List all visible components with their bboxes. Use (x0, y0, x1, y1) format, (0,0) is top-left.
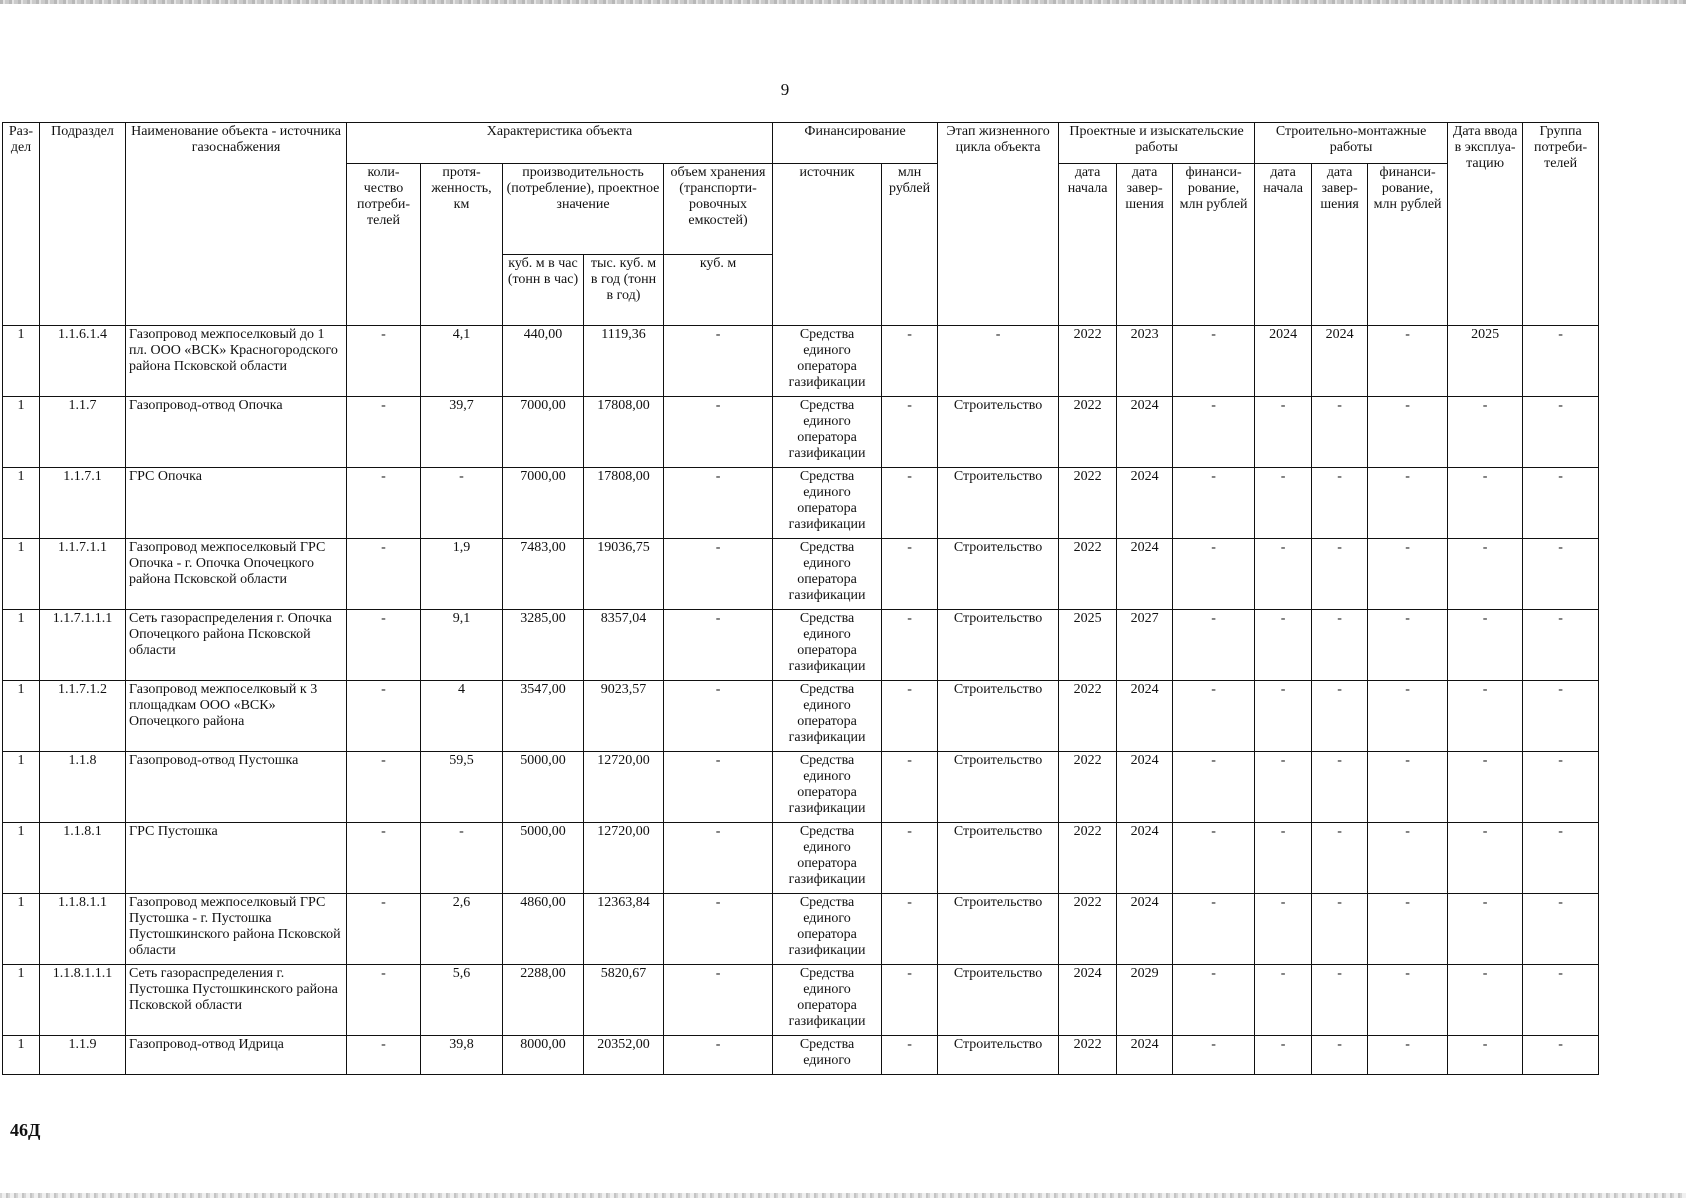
cell-design-end: 2027 (1117, 610, 1173, 681)
cell-commission: - (1448, 823, 1523, 894)
cell-storage: - (664, 965, 773, 1036)
cell-podrazdel: 1.1.6.1.4 (40, 326, 126, 397)
cell-year: 1119,36 (584, 326, 664, 397)
cell-constr-end: - (1312, 397, 1368, 468)
cell-mln: - (882, 752, 938, 823)
cell-mln: - (882, 894, 938, 965)
cell-name: Сеть газораспределения г. Опочка Опочецкого района Псковской области (126, 610, 347, 681)
table-row (3, 610, 1599, 681)
cell-razdel: 1 (3, 894, 40, 965)
cell-constr-fin: - (1368, 681, 1448, 752)
cell-year: 12363,84 (584, 894, 664, 965)
cell-design-start: 2022 (1059, 752, 1117, 823)
cell-length: 9,1 (421, 610, 503, 681)
cell-design-fin: - (1173, 965, 1255, 1036)
header-unit-storage: куб. м (664, 255, 773, 326)
cell-storage: - (664, 539, 773, 610)
table-row (3, 965, 1599, 1036)
header-razdel: Раз-дел (3, 123, 40, 326)
cell-stage: Строительство (938, 397, 1059, 468)
cell-storage: - (664, 894, 773, 965)
cell-design-fin: - (1173, 894, 1255, 965)
cell-design-start: 2022 (1059, 468, 1117, 539)
cell-constr-fin: - (1368, 468, 1448, 539)
cell-commission: - (1448, 965, 1523, 1036)
cell-group: - (1523, 823, 1599, 894)
document-code: 46Д (10, 1120, 41, 1140)
cell-podrazdel: 1.1.7.1.1 (40, 539, 126, 610)
cell-constr-fin: - (1368, 610, 1448, 681)
cell-design-fin: - (1173, 468, 1255, 539)
cell-commission: - (1448, 539, 1523, 610)
cell-mln: - (882, 468, 938, 539)
cell-design-end: 2024 (1117, 1036, 1173, 1075)
cell-design-start: 2022 (1059, 539, 1117, 610)
cell-hour: 5000,00 (503, 823, 584, 894)
cell-storage: - (664, 610, 773, 681)
cell-constr-start: - (1255, 823, 1312, 894)
cell-constr-start: 2024 (1255, 326, 1312, 397)
cell-count: - (347, 965, 421, 1036)
cell-source: Средства единого оператора газификации (773, 468, 882, 539)
cell-constr-end: 2024 (1312, 326, 1368, 397)
cell-constr-start: - (1255, 965, 1312, 1036)
header-design-date-end: дата завер-шения (1117, 164, 1173, 326)
cell-name: Газопровод межпоселковый ГРС Пустошка - г. Пустошка Пустошкинского района Псковской области (126, 894, 347, 965)
cell-mln: - (882, 1036, 938, 1075)
header-construction-date-start: дата начала (1255, 164, 1312, 326)
cell-design-end: 2023 (1117, 326, 1173, 397)
cell-count: - (347, 468, 421, 539)
cell-commission: - (1448, 894, 1523, 965)
cell-group: - (1523, 681, 1599, 752)
gas-objects-table (2, 122, 1599, 1075)
cell-design-fin: - (1173, 823, 1255, 894)
table-row (3, 823, 1599, 894)
cell-design-fin: - (1173, 539, 1255, 610)
cell-group: - (1523, 610, 1599, 681)
cell-razdel: 1 (3, 610, 40, 681)
cell-constr-end: - (1312, 894, 1368, 965)
cell-design-start: 2024 (1059, 965, 1117, 1036)
cell-source: Средства единого оператора газификации (773, 539, 882, 610)
cell-podrazdel: 1.1.9 (40, 1036, 126, 1075)
cell-constr-end: - (1312, 468, 1368, 539)
header-productivity: производительность (потребление), проектное значение (503, 164, 664, 255)
cell-stage: Строительство (938, 823, 1059, 894)
header-consumer-group: Группа потреби-телей (1523, 123, 1599, 326)
cell-source: Средства единого оператора газификации (773, 752, 882, 823)
cell-podrazdel: 1.1.7.1.2 (40, 681, 126, 752)
cell-hour: 7000,00 (503, 397, 584, 468)
cell-razdel: 1 (3, 539, 40, 610)
cell-group: - (1523, 326, 1599, 397)
cell-name: ГРС Пустошка (126, 823, 347, 894)
cell-hour: 440,00 (503, 326, 584, 397)
cell-constr-fin: - (1368, 894, 1448, 965)
cell-design-end: 2024 (1117, 468, 1173, 539)
cell-group: - (1523, 752, 1599, 823)
cell-razdel: 1 (3, 823, 40, 894)
cell-count: - (347, 823, 421, 894)
cell-source: Средства единого оператора газификации (773, 965, 882, 1036)
cell-length: 2,6 (421, 894, 503, 965)
cell-design-end: 2029 (1117, 965, 1173, 1036)
cell-count: - (347, 752, 421, 823)
cell-constr-fin: - (1368, 539, 1448, 610)
cell-name: Газопровод-отвод Опочка (126, 397, 347, 468)
table-row (3, 681, 1599, 752)
cell-stage: Строительство (938, 1036, 1059, 1075)
cell-razdel: 1 (3, 397, 40, 468)
cell-constr-end: - (1312, 610, 1368, 681)
cell-source: Средства единого оператора газификации (773, 894, 882, 965)
cell-length: 4,1 (421, 326, 503, 397)
cell-constr-start: - (1255, 1036, 1312, 1075)
header-design-works: Проектные и изыскательские работы (1059, 123, 1255, 164)
cell-hour: 7000,00 (503, 468, 584, 539)
cell-mln: - (882, 397, 938, 468)
cell-group: - (1523, 397, 1599, 468)
cell-constr-start: - (1255, 468, 1312, 539)
cell-source: Средства единого оператора газификации (773, 823, 882, 894)
cell-design-fin: - (1173, 1036, 1255, 1075)
cell-constr-fin: - (1368, 823, 1448, 894)
cell-commission: - (1448, 752, 1523, 823)
cell-stage: Строительство (938, 610, 1059, 681)
scan-edge-bottom (0, 1193, 1686, 1198)
cell-year: 17808,00 (584, 397, 664, 468)
scan-edge-top (0, 0, 1686, 4)
cell-constr-fin: - (1368, 752, 1448, 823)
cell-count: - (347, 326, 421, 397)
cell-hour: 3547,00 (503, 681, 584, 752)
cell-hour: 7483,00 (503, 539, 584, 610)
cell-name: ГРС Опочка (126, 468, 347, 539)
cell-count: - (347, 610, 421, 681)
header-construction-date-end: дата завер-шения (1312, 164, 1368, 326)
cell-count: - (347, 894, 421, 965)
cell-source: Средства единого оператора газификации (773, 610, 882, 681)
cell-design-end: 2024 (1117, 539, 1173, 610)
cell-constr-start: - (1255, 752, 1312, 823)
cell-razdel: 1 (3, 1036, 40, 1075)
cell-length: 39,7 (421, 397, 503, 468)
cell-group: - (1523, 1036, 1599, 1075)
cell-stage: Строительство (938, 681, 1059, 752)
cell-podrazdel: 1.1.8.1.1.1 (40, 965, 126, 1036)
header-financing: Финансирование (773, 123, 938, 164)
cell-design-start: 2022 (1059, 681, 1117, 752)
header-source: источник (773, 164, 882, 326)
cell-source: Средства единого оператора газификации (773, 326, 882, 397)
cell-count: - (347, 681, 421, 752)
cell-razdel: 1 (3, 965, 40, 1036)
cell-length: 59,5 (421, 752, 503, 823)
cell-razdel: 1 (3, 326, 40, 397)
cell-year: 9023,57 (584, 681, 664, 752)
header-characteristic: Характеристика объекта (347, 123, 773, 164)
cell-design-start: 2022 (1059, 397, 1117, 468)
cell-mln: - (882, 539, 938, 610)
cell-mln: - (882, 823, 938, 894)
cell-length: 4 (421, 681, 503, 752)
cell-design-start: 2022 (1059, 326, 1117, 397)
header-design-financing: финанси-рование, млн рублей (1173, 164, 1255, 326)
cell-constr-end: - (1312, 752, 1368, 823)
cell-length: 5,6 (421, 965, 503, 1036)
cell-design-fin: - (1173, 326, 1255, 397)
cell-podrazdel: 1.1.7.1.1.1 (40, 610, 126, 681)
cell-podrazdel: 1.1.7.1 (40, 468, 126, 539)
header-unit-hour: куб. м в час (тонн в час) (503, 255, 584, 326)
cell-design-start: 2022 (1059, 823, 1117, 894)
cell-storage: - (664, 326, 773, 397)
cell-name: Сеть газораспределения г. Пустошка Пустошкинского района Псковской области (126, 965, 347, 1036)
cell-stage: Строительство (938, 468, 1059, 539)
cell-constr-start: - (1255, 894, 1312, 965)
cell-mln: - (882, 610, 938, 681)
cell-design-end: 2024 (1117, 894, 1173, 965)
cell-name: Газопровод межпоселковый к 3 площадкам ООО «ВСК» Опочецкого района (126, 681, 347, 752)
cell-hour: 8000,00 (503, 1036, 584, 1075)
table-row (3, 1036, 1599, 1075)
cell-design-fin: - (1173, 752, 1255, 823)
cell-commission: - (1448, 610, 1523, 681)
cell-storage: - (664, 681, 773, 752)
cell-name: Газопровод межпоселковый до 1 пл. ООО «ВСК» Красногородского района Псковской области (126, 326, 347, 397)
cell-mln: - (882, 681, 938, 752)
cell-storage: - (664, 397, 773, 468)
table-row (3, 326, 1599, 397)
cell-design-fin: - (1173, 610, 1255, 681)
cell-constr-fin: - (1368, 397, 1448, 468)
cell-year: 12720,00 (584, 823, 664, 894)
cell-commission: - (1448, 468, 1523, 539)
cell-podrazdel: 1.1.7 (40, 397, 126, 468)
cell-mln: - (882, 965, 938, 1036)
cell-length: - (421, 823, 503, 894)
cell-podrazdel: 1.1.8.1 (40, 823, 126, 894)
cell-length: 1,9 (421, 539, 503, 610)
cell-source: Средства единого оператора газификации (773, 681, 882, 752)
table-row (3, 539, 1599, 610)
cell-constr-end: - (1312, 681, 1368, 752)
header-consumer-count: коли-чество потреби-телей (347, 164, 421, 326)
table-row (3, 894, 1599, 965)
header-construction-works: Строительно-монтажные работы (1255, 123, 1448, 164)
header-unit-year: тыс. куб. м в год (тонн в год) (584, 255, 664, 326)
header-podrazdel: Подраздел (40, 123, 126, 326)
cell-mln: - (882, 326, 938, 397)
cell-constr-end: - (1312, 823, 1368, 894)
cell-stage: Строительство (938, 965, 1059, 1036)
cell-constr-fin: - (1368, 1036, 1448, 1075)
cell-design-end: 2024 (1117, 752, 1173, 823)
cell-design-start: 2022 (1059, 894, 1117, 965)
table-row (3, 468, 1599, 539)
cell-constr-start: - (1255, 681, 1312, 752)
cell-stage: - (938, 326, 1059, 397)
cell-constr-fin: - (1368, 965, 1448, 1036)
cell-design-fin: - (1173, 681, 1255, 752)
cell-constr-fin: - (1368, 326, 1448, 397)
cell-design-end: 2024 (1117, 397, 1173, 468)
cell-razdel: 1 (3, 752, 40, 823)
cell-length: 39,8 (421, 1036, 503, 1075)
cell-hour: 5000,00 (503, 752, 584, 823)
header-construction-financing: финанси-рование, млн рублей (1368, 164, 1448, 326)
table-row (3, 397, 1599, 468)
table-row (3, 752, 1599, 823)
cell-name: Газопровод-отвод Пустошка (126, 752, 347, 823)
header-name: Наименование объекта - источника газоснабжения (126, 123, 347, 326)
cell-storage: - (664, 823, 773, 894)
cell-commission: - (1448, 397, 1523, 468)
cell-year: 20352,00 (584, 1036, 664, 1075)
cell-stage: Строительство (938, 539, 1059, 610)
header-design-date-start: дата начала (1059, 164, 1117, 326)
cell-commission: - (1448, 681, 1523, 752)
cell-razdel: 1 (3, 468, 40, 539)
cell-commission: 2025 (1448, 326, 1523, 397)
cell-name: Газопровод-отвод Идрица (126, 1036, 347, 1075)
cell-design-end: 2024 (1117, 823, 1173, 894)
cell-hour: 3285,00 (503, 610, 584, 681)
cell-design-fin: - (1173, 397, 1255, 468)
cell-year: 19036,75 (584, 539, 664, 610)
cell-design-start: 2022 (1059, 1036, 1117, 1075)
cell-stage: Строительство (938, 752, 1059, 823)
cell-stage: Строительство (938, 894, 1059, 965)
cell-design-end: 2024 (1117, 681, 1173, 752)
cell-group: - (1523, 468, 1599, 539)
cell-group: - (1523, 965, 1599, 1036)
cell-constr-start: - (1255, 397, 1312, 468)
cell-design-start: 2025 (1059, 610, 1117, 681)
cell-count: - (347, 397, 421, 468)
cell-year: 8357,04 (584, 610, 664, 681)
cell-name: Газопровод межпоселковый ГРС Опочка - г. Опочка Опочецкого района Псковской области (126, 539, 347, 610)
cell-storage: - (664, 468, 773, 539)
cell-year: 12720,00 (584, 752, 664, 823)
cell-constr-end: - (1312, 965, 1368, 1036)
cell-source: Средства единого (773, 1036, 882, 1075)
cell-storage: - (664, 752, 773, 823)
cell-storage: - (664, 1036, 773, 1075)
header-storage: объем хранения (транспорти-ровочных емкостей) (664, 164, 773, 255)
cell-count: - (347, 1036, 421, 1075)
header-length: протя-женность, км (421, 164, 503, 326)
cell-podrazdel: 1.1.8 (40, 752, 126, 823)
cell-podrazdel: 1.1.8.1.1 (40, 894, 126, 965)
cell-constr-end: - (1312, 539, 1368, 610)
cell-length: - (421, 468, 503, 539)
header-commission-date: Дата ввода в эксплуа-тацию (1448, 123, 1523, 326)
cell-hour: 2288,00 (503, 965, 584, 1036)
cell-group: - (1523, 539, 1599, 610)
cell-commission: - (1448, 1036, 1523, 1075)
cell-constr-start: - (1255, 539, 1312, 610)
cell-razdel: 1 (3, 681, 40, 752)
page-number: 9 (780, 80, 790, 99)
cell-hour: 4860,00 (503, 894, 584, 965)
cell-constr-end: - (1312, 1036, 1368, 1075)
header-stage: Этап жизненного цикла объекта (938, 123, 1059, 326)
header-mln: млн рублей (882, 164, 938, 326)
cell-group: - (1523, 894, 1599, 965)
cell-constr-start: - (1255, 610, 1312, 681)
cell-year: 17808,00 (584, 468, 664, 539)
cell-year: 5820,67 (584, 965, 664, 1036)
cell-source: Средства единого оператора газификации (773, 397, 882, 468)
cell-count: - (347, 539, 421, 610)
